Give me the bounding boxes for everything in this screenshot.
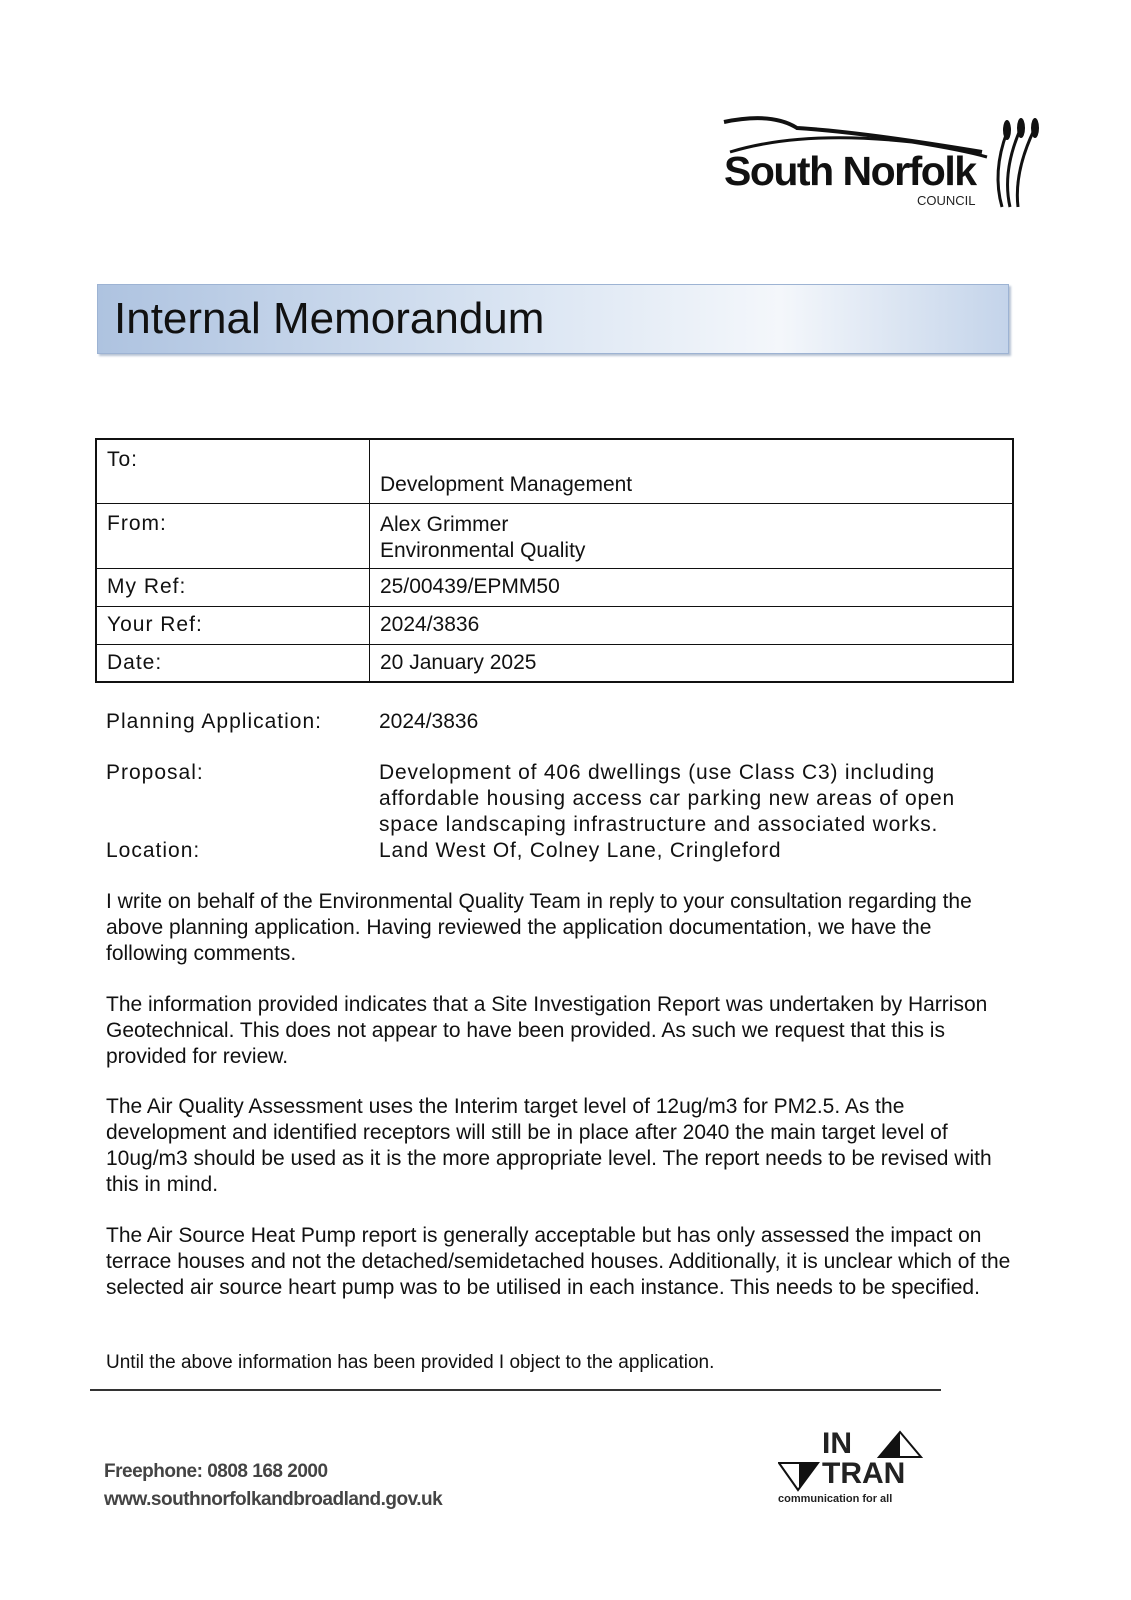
intran-logo: IN TRAN communication for all (778, 1430, 928, 1510)
body-paragraph: The Air Source Heat Pump report is generally acceptable but has only assessed the impact on terrace houses and not the detached/semidetached houses. Additionally, it is unclear which of the selected air source heart pump was to be utilised in each instance. This needs to be specified. (106, 1224, 1011, 1299)
body-paragraph: Until the above information has been provided I object to the application. (106, 1352, 715, 1373)
planning-application-value: 2024/3836 (379, 710, 479, 733)
footer-freephone: Freephone: 0808 168 2000 (104, 1461, 328, 1482)
table-row: From: Alex Grimmer Environmental Quality (96, 503, 1013, 568)
location-value: Land West Of, Colney Lane, Cringleford (379, 839, 782, 862)
page-title: Internal Memorandum (114, 294, 545, 343)
footer-divider (90, 1389, 941, 1391)
proposal-value: Development of 406 dwellings (use Class C3) including affordable housing access car parking new areas of open space landscaping infrastructure and associated works. (379, 761, 955, 836)
body-paragraph: I write on behalf of the Environmental Quality Team in reply to your consultation regarding the above planning application. Having reviewed the application documentation, we have the following comments. (106, 890, 972, 965)
south-norfolk-logo: South Norfolk COUNCIL (722, 112, 1042, 212)
body-paragraph: The information provided indicates that a Site Investigation Report was undertaken by Harrison Geotechnical. This does not appear to have been provided. As such we request that this is provided for review. (106, 993, 988, 1068)
memo-header-table (95, 438, 1014, 683)
proposal-label: Proposal: (106, 761, 204, 784)
table-row: Your Ref: 2024/3836 (96, 606, 1013, 644)
body-paragraph: The Air Quality Assessment uses the Interim target level of 12ug/m3 for PM2.5. As the development and identified receptors will still be in place after 2040 the main target level of 10ug/m3 should be used as it is the more appropriate level. The report needs to be revised with this in mind. (106, 1095, 992, 1196)
memo-title-banner (97, 284, 1009, 354)
table-row: Date: 20 January 2025 (96, 644, 1013, 682)
location-label: Location: (106, 839, 201, 862)
table-row: To: Development Management (96, 439, 1013, 503)
planning-application-label: Planning Application: (106, 710, 322, 733)
footer-website: www.southnorfolkandbroadland.gov.uk (104, 1489, 443, 1510)
table-row: My Ref: 25/00439/EPMM50 (96, 568, 1013, 606)
